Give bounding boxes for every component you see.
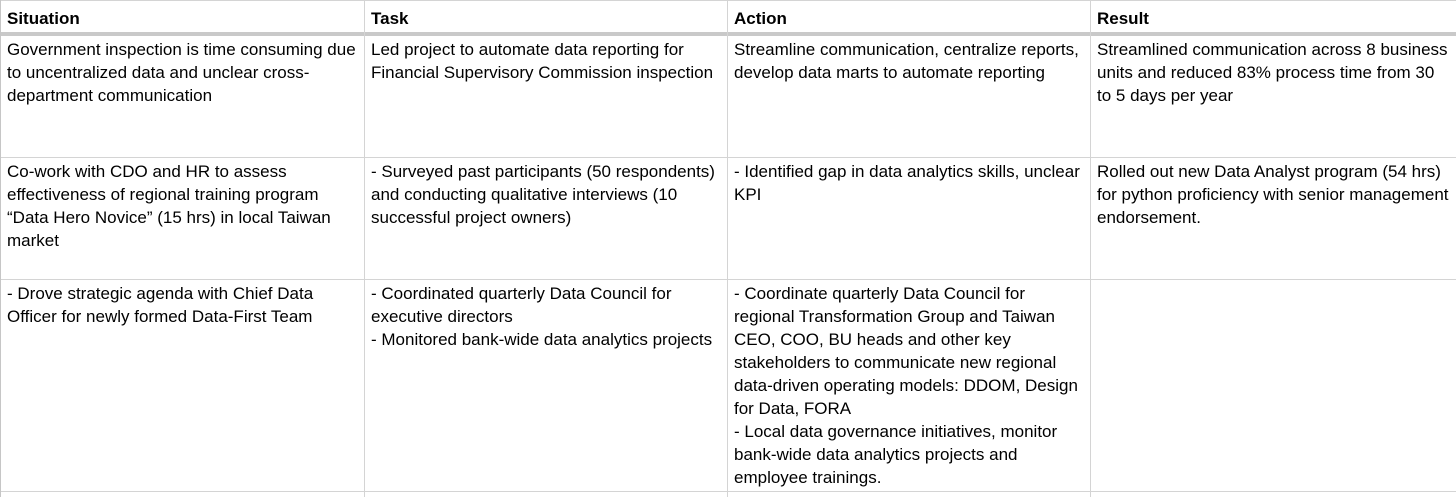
cell-empty[interactable] — [365, 492, 728, 497]
cell-action[interactable]: - Coordinate quarterly Data Council for regional Transformation Group and Taiwan CEO, COO, BU heads and other key stakeholders to communicate new regional data-driven operating models: DDOM, Design for Data, FORA - Local data governance initiatives, monitor bank-wide data analytics projects and employee trainings. — [728, 240, 1091, 491]
cell-empty[interactable] — [1, 492, 365, 497]
cell-result[interactable]: Rolled out new Data Analyst program (54 hrs) for python proficiency with senior management endorsement. — [1097, 162, 1449, 227]
header-task[interactable]: Task — [365, 1, 728, 32]
table-row-empty — [1, 492, 1456, 497]
cell-task[interactable]: - Surveyed past participants (50 respondents) and conducting qualitative interviews (10 successful project owners) — [365, 118, 728, 279]
header-result[interactable]: Result — [1097, 9, 1149, 28]
cell-result[interactable]: Streamlined communication across 8 business units and reduced 83% process time from 30 to 5 days per year — [1097, 40, 1448, 105]
header-action[interactable]: Action — [728, 1, 1091, 32]
cell-task[interactable]: Led project to automate data reporting for Financial Supervisory Commission inspection — [365, 0, 728, 157]
header-situation[interactable]: Situation — [1, 1, 365, 32]
cell-empty[interactable] — [1091, 492, 1456, 497]
cell-task[interactable]: - Coordinated quarterly Data Council for executive directors - Monitored bank-wide data analytics projects — [365, 240, 728, 491]
cell-situation[interactable]: Co-work with CDO and HR to assess effectiveness of regional training program “Data Hero Novice” (15 hrs) in local Taiwan market — [1, 118, 365, 279]
table-row — [1, 280, 1456, 492]
cell-result[interactable] — [1091, 240, 1456, 491]
cell-empty[interactable] — [728, 492, 1091, 497]
cell-action[interactable]: Streamline communication, centralize reports, develop data marts to automate reporting — [728, 0, 1091, 157]
cell-action[interactable]: - Identified gap in data analytics skills, unclear KPI — [728, 118, 1091, 279]
cell-situation[interactable]: - Drove strategic agenda with Chief Data Officer for newly formed Data-First Team — [1, 240, 365, 491]
cell-situation[interactable]: Government inspection is time consuming due to uncentralized data and unclear cross-department communication — [1, 0, 365, 157]
